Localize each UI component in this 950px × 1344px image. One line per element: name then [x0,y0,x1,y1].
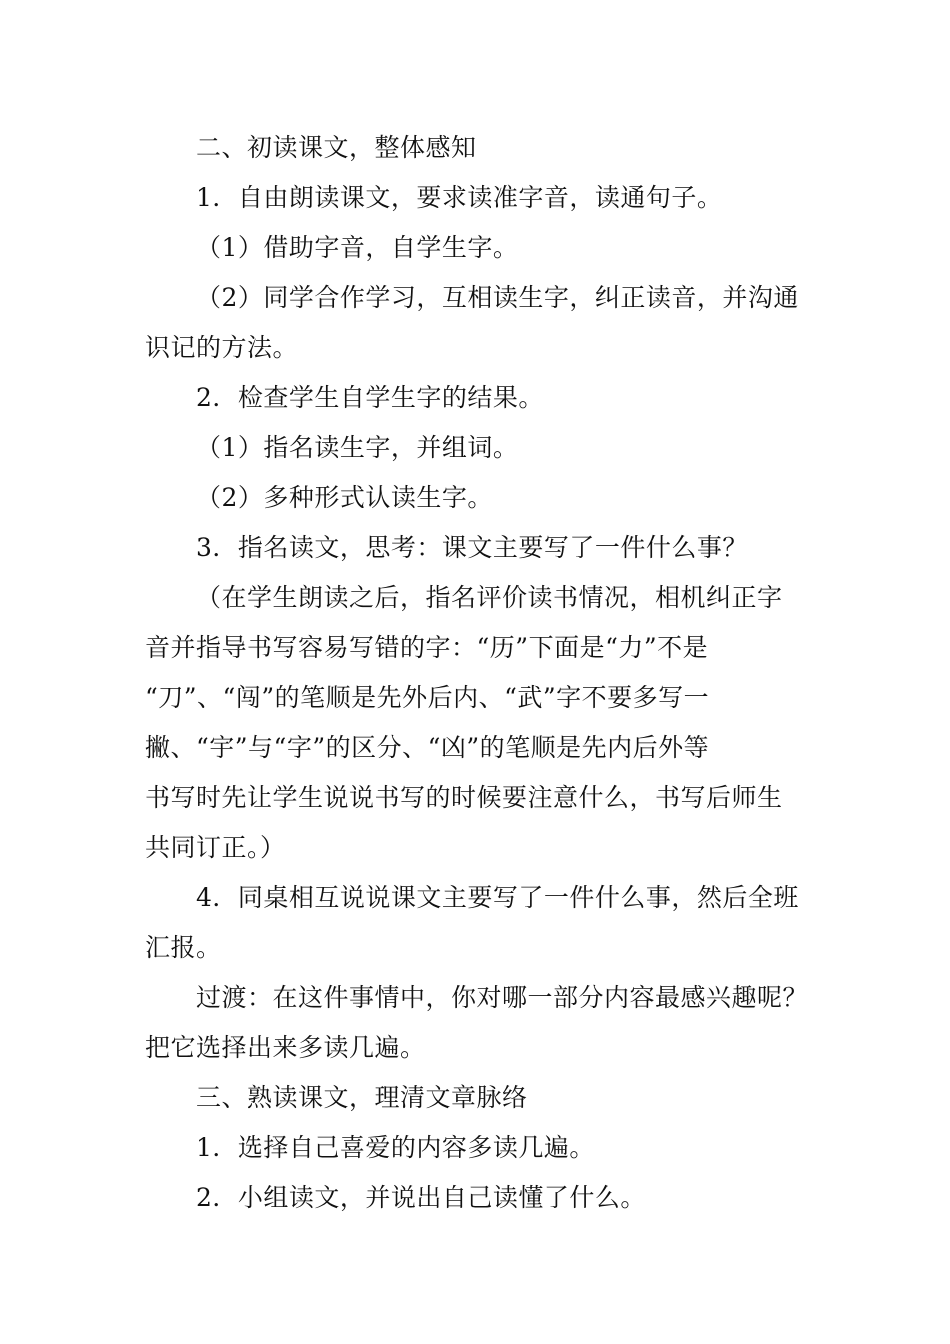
text-line: 识记的方法。 [145,333,299,362]
text-line: （1）指名读生字，并组词。 [196,433,519,462]
text-line: 书写时先让学生说说书写的时候要注意什么，书写后师生 [145,783,783,812]
text-line: 音并指导书写容易写错的字：“历”下面是“力”不是 [145,633,709,662]
text-line: （2）同学合作学习，互相读生字，纠正读音，并沟通 [196,283,799,312]
section-heading: 三、熟读课文，理清文章脉络 [196,1083,528,1112]
text-line: 4．同桌相互说说课文主要写了一件什么事，然后全班 [196,883,799,912]
text-line: （1）借助字音，自学生字。 [196,233,519,262]
text-line: （在学生朗读之后，指名评价读书情况，相机纠正字 [196,583,783,612]
text-line: 3．指名读文，思考：课文主要写了一件什么事？ [196,533,748,562]
text-line: 把它选择出来多读几遍。 [145,1033,426,1062]
text-line: “刀”、“闯”的笔顺是先外后内、“武”字不要多写一 [145,683,710,712]
text-line: （2）多种形式认读生字。 [196,483,493,512]
text-line: 2．小组读文，并说出自己读懂了什么。 [196,1183,646,1212]
text-line: 撇、“宇”与“字”的区分、“凶”的笔顺是先内后外等 [145,733,710,762]
text-line: 汇报。 [145,933,222,962]
text-line: 1．自由朗读课文，要求读准字音，读通句子。 [196,183,723,212]
section-heading: 二、初读课文，整体感知 [196,133,477,162]
text-line: 1．选择自己喜爱的内容多读几遍。 [196,1133,595,1162]
text-line: 过渡：在这件事情中，你对哪一部分内容最感兴趣呢？ [196,983,809,1012]
text-line: 2．检查学生自学生字的结果。 [196,383,544,412]
text-line: 共同订正。） [145,833,286,862]
